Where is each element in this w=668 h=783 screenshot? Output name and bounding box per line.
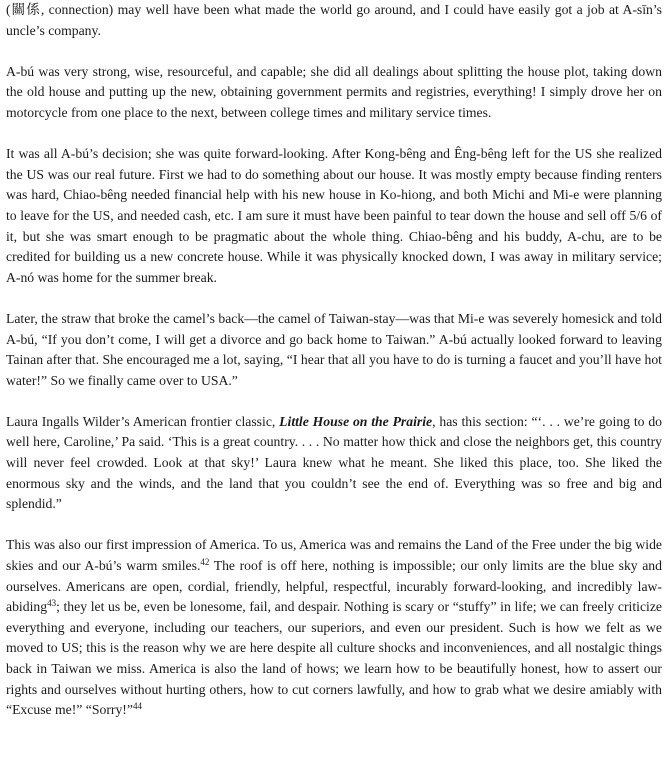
impression-text-1: This was also our first impression of America. To us, America was and remains the Land of the Free under the big wide skies and our A-bú’s warm smiles. [6,537,662,574]
footnote-ref-44: 44 [132,701,142,712]
quote-intro: Laura Ingalls Wilder’s American frontier classic, [6,413,280,429]
footnote-ref-43: 43 [47,598,57,609]
book-title: Little House on the Prairie [279,413,433,429]
footnote-ref-42: 42 [200,557,210,568]
paragraph-little-house-quote [6,412,662,515]
paragraph-abu-capable: A-bú was very strong, wise, resourceful, and capable; she did all dealings about splitting the house plot, taking down the old house and putting up the new, obtaining government permits and registries, everything! I simply drove her on motorcycle from one place to the next, between college times and military service times. [6,63,662,120]
impression-text-2: The roof is off here, nothing is impossible; our only limits are the blue sky and ourselves. Americans are open, cordial, friendly, helpful, respectful, incurably forward-looking, and incredibly law-abiding [6,558,662,615]
paragraph-connection: (關係, connection) may well have been what made the world go around, and I could have easily got a job at A-sīn’s uncle’s company. [6,2,662,38]
paragraph-abu-decision: It was all A-bú’s decision; she was quite forward-looking. After Kong-bêng and Êng-bêng left for the US she realized the US was our real future. First we had to do something about our house. It was mostly empty because finding renters was hard, Chiao-bêng needed financial help with his new house in Ko-hiong, and both Michi and Mi-e were planning to leave for the US, and needed cash, etc. I am sure it must have been painful to tear down the house and sell off 5/6 of it, but she was smart enough to be pragmatic about the whole thing. Chiao-bêng and his buddy, A-chu, are to be credited for building us a new concrete house. While it was physically knocked down, I was away in military service; A-nó was home for the summer break. [6,146,662,285]
impression-text-3: ; they let us be, even be lonesome, fail, and despair. Nothing is scary or “stuffy” in life; we can freely criticize everything and everyone, including our teachers, our superiors, and even our president. Such is how we felt as we moved to US; this is the reason why we are here despite all culture shocks and inconveniences, and all nostalgic things back in Taiwan we miss. America is also the land of hows; we learn how to be beautifully honest, how to assert our rights and ourselves without hurting others, how to cut corners lawfully, and how to grab what we desire amiably with “Excuse me!” “Sorry!” [6,599,662,718]
paragraph-first-impression [6,535,662,720]
paragraph-camel-back: Later, the straw that broke the camel’s back—the camel of Taiwan-stay—was that Mi-e was severely homesick and told A-bú, “If you don’t come, I will get a divorce and go back home to Taiwan.” A-bú actually looked forward to leaving Tainan after that. She encouraged me a lot, saying, “I hear that all you have to do is turning a faucet and you’ll have hot water!” So we finally came over to USA.” [6,310,662,388]
quote-body: , has this section: “‘. . . we’re going to do well here, Caroline,’ Pa said. ‘This is a great country. . . . No matter how thick and close the neighbors get, this country will never feel crowded. Look at that sky!’ Laura knew what he meant. She liked this place, too. She liked the enormous sky and the winds, and the land that you couldn’t see the end of. Everything was so free and big and splendid.” [6,413,663,512]
